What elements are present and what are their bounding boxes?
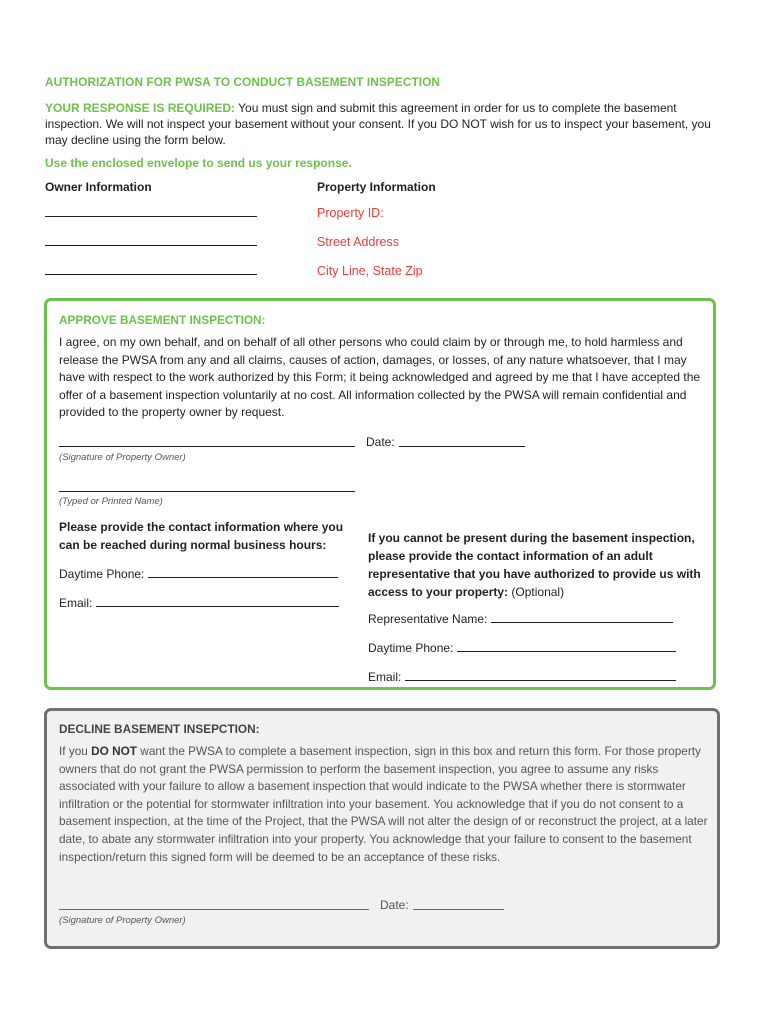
decline-signature-line[interactable] — [59, 909, 369, 910]
approve-agreement-text: I agree, on my own behalf, and on behalf of all other persons who could claim by or through me, to hold harmless and release the PWSA from any and all claims, causes of action, damages, or losses, of any nature whatsoever, that I may have with respect to the work authorized by this Form; it being acknowledged and agreed by me that I have accepted the offer of a basement inspection voluntarily at no cost. All information collected by the PWSA will remain confidential and provided to the property owner by request. — [59, 335, 701, 420]
street-address-field: Street Address — [317, 235, 399, 249]
intro-text: You must sign and submit this agreement in order for us to complete the basement inspection. We will not inspect your basement without your consent. If you DO NOT wish for us to inspect your basement, you may decline using the form below. — [45, 101, 711, 147]
signature-caption: (Signature of Property Owner) — [59, 452, 186, 463]
decline-text — [59, 743, 711, 866]
owner-line-1[interactable] — [45, 216, 257, 217]
city-state-zip-field: City Line, State Zip — [317, 264, 423, 278]
owner-info-heading: Owner Information — [45, 180, 152, 194]
email-row — [59, 596, 339, 610]
representative-name-row — [368, 612, 673, 626]
decline-date-label: Date: — [380, 898, 409, 912]
owner-line-2[interactable] — [45, 245, 257, 246]
decline-date-line[interactable] — [413, 909, 504, 910]
daytime-phone-label: Daytime Phone: — [59, 567, 145, 581]
daytime-phone-line[interactable] — [148, 567, 338, 578]
email-label: Email: — [59, 596, 93, 610]
printed-name-line[interactable] — [59, 491, 355, 492]
decline-heading: DECLINE BASEMENT INSEPCTION: — [59, 722, 260, 736]
rep-phone-label: Daytime Phone: — [368, 641, 454, 655]
representative-prompt — [368, 529, 713, 601]
decline-signature-caption: (Signature of Property Owner) — [59, 915, 186, 926]
rep-phone-line[interactable] — [457, 641, 676, 652]
rep-email-line[interactable] — [405, 670, 676, 681]
form-title: AUTHORIZATION FOR PWSA TO CONDUCT BASEMENT INSPECTION — [45, 75, 441, 89]
representative-prompt-text: If you cannot be present during the basement inspection, please provide the contact information of an adult representative that you have authorized to provide us with access to your property: — [368, 531, 701, 599]
response-required-label: YOUR RESPONSE IS REQUIRED: — [45, 101, 236, 115]
decline-do-not: DO NOT — [91, 744, 138, 758]
decline-text-after: want the PWSA to complete a basement inspection, sign in this box and return this form. For those property owners that do not grant the PWSA permission to perform the basement inspection, you agree to assume any risks associated with your failure to allow a basement inspection that would indicate to the PWSA whether there is stormwater infiltration or the potential for stormwater infiltration into your basement. You acknowledge that if you do not consent to a basement inspection, at the time of the Project, that the PWSA will not alter the design of or reconstruct the project, at a later date, to abate any stormwater infiltration into your property. You acknowledge that your failure to consent to the basement inspection/return this signed form will be deemed to be an acceptance of these risks. — [59, 744, 708, 864]
optional-label: (Optional) — [511, 585, 565, 599]
email-line[interactable] — [96, 596, 339, 607]
printed-name-caption: (Typed or Printed Name) — [59, 496, 163, 507]
daytime-phone-row — [59, 567, 338, 581]
approve-date-label: Date: — [366, 435, 395, 449]
decline-text-before: If you — [59, 744, 88, 758]
approve-heading: APPROVE BASEMENT INSPECTION: — [59, 313, 266, 327]
intro-paragraph — [45, 100, 725, 148]
rep-email-label: Email: — [368, 670, 402, 684]
rep-email-row — [368, 670, 676, 684]
representative-name-line[interactable] — [491, 612, 673, 623]
rep-phone-row — [368, 641, 676, 655]
contact-prompt: Please provide the contact information where you can be reached during normal business hours: — [59, 520, 344, 552]
approve-date-line[interactable] — [399, 446, 525, 447]
envelope-note: Use the enclosed envelope to send us your response. — [45, 156, 352, 170]
property-id-field: Property ID: — [317, 206, 384, 220]
approve-signature-line[interactable] — [59, 446, 355, 447]
representative-name-label: Representative Name: — [368, 612, 488, 626]
property-info-heading: Property Information — [317, 180, 436, 194]
owner-line-3[interactable] — [45, 274, 257, 275]
